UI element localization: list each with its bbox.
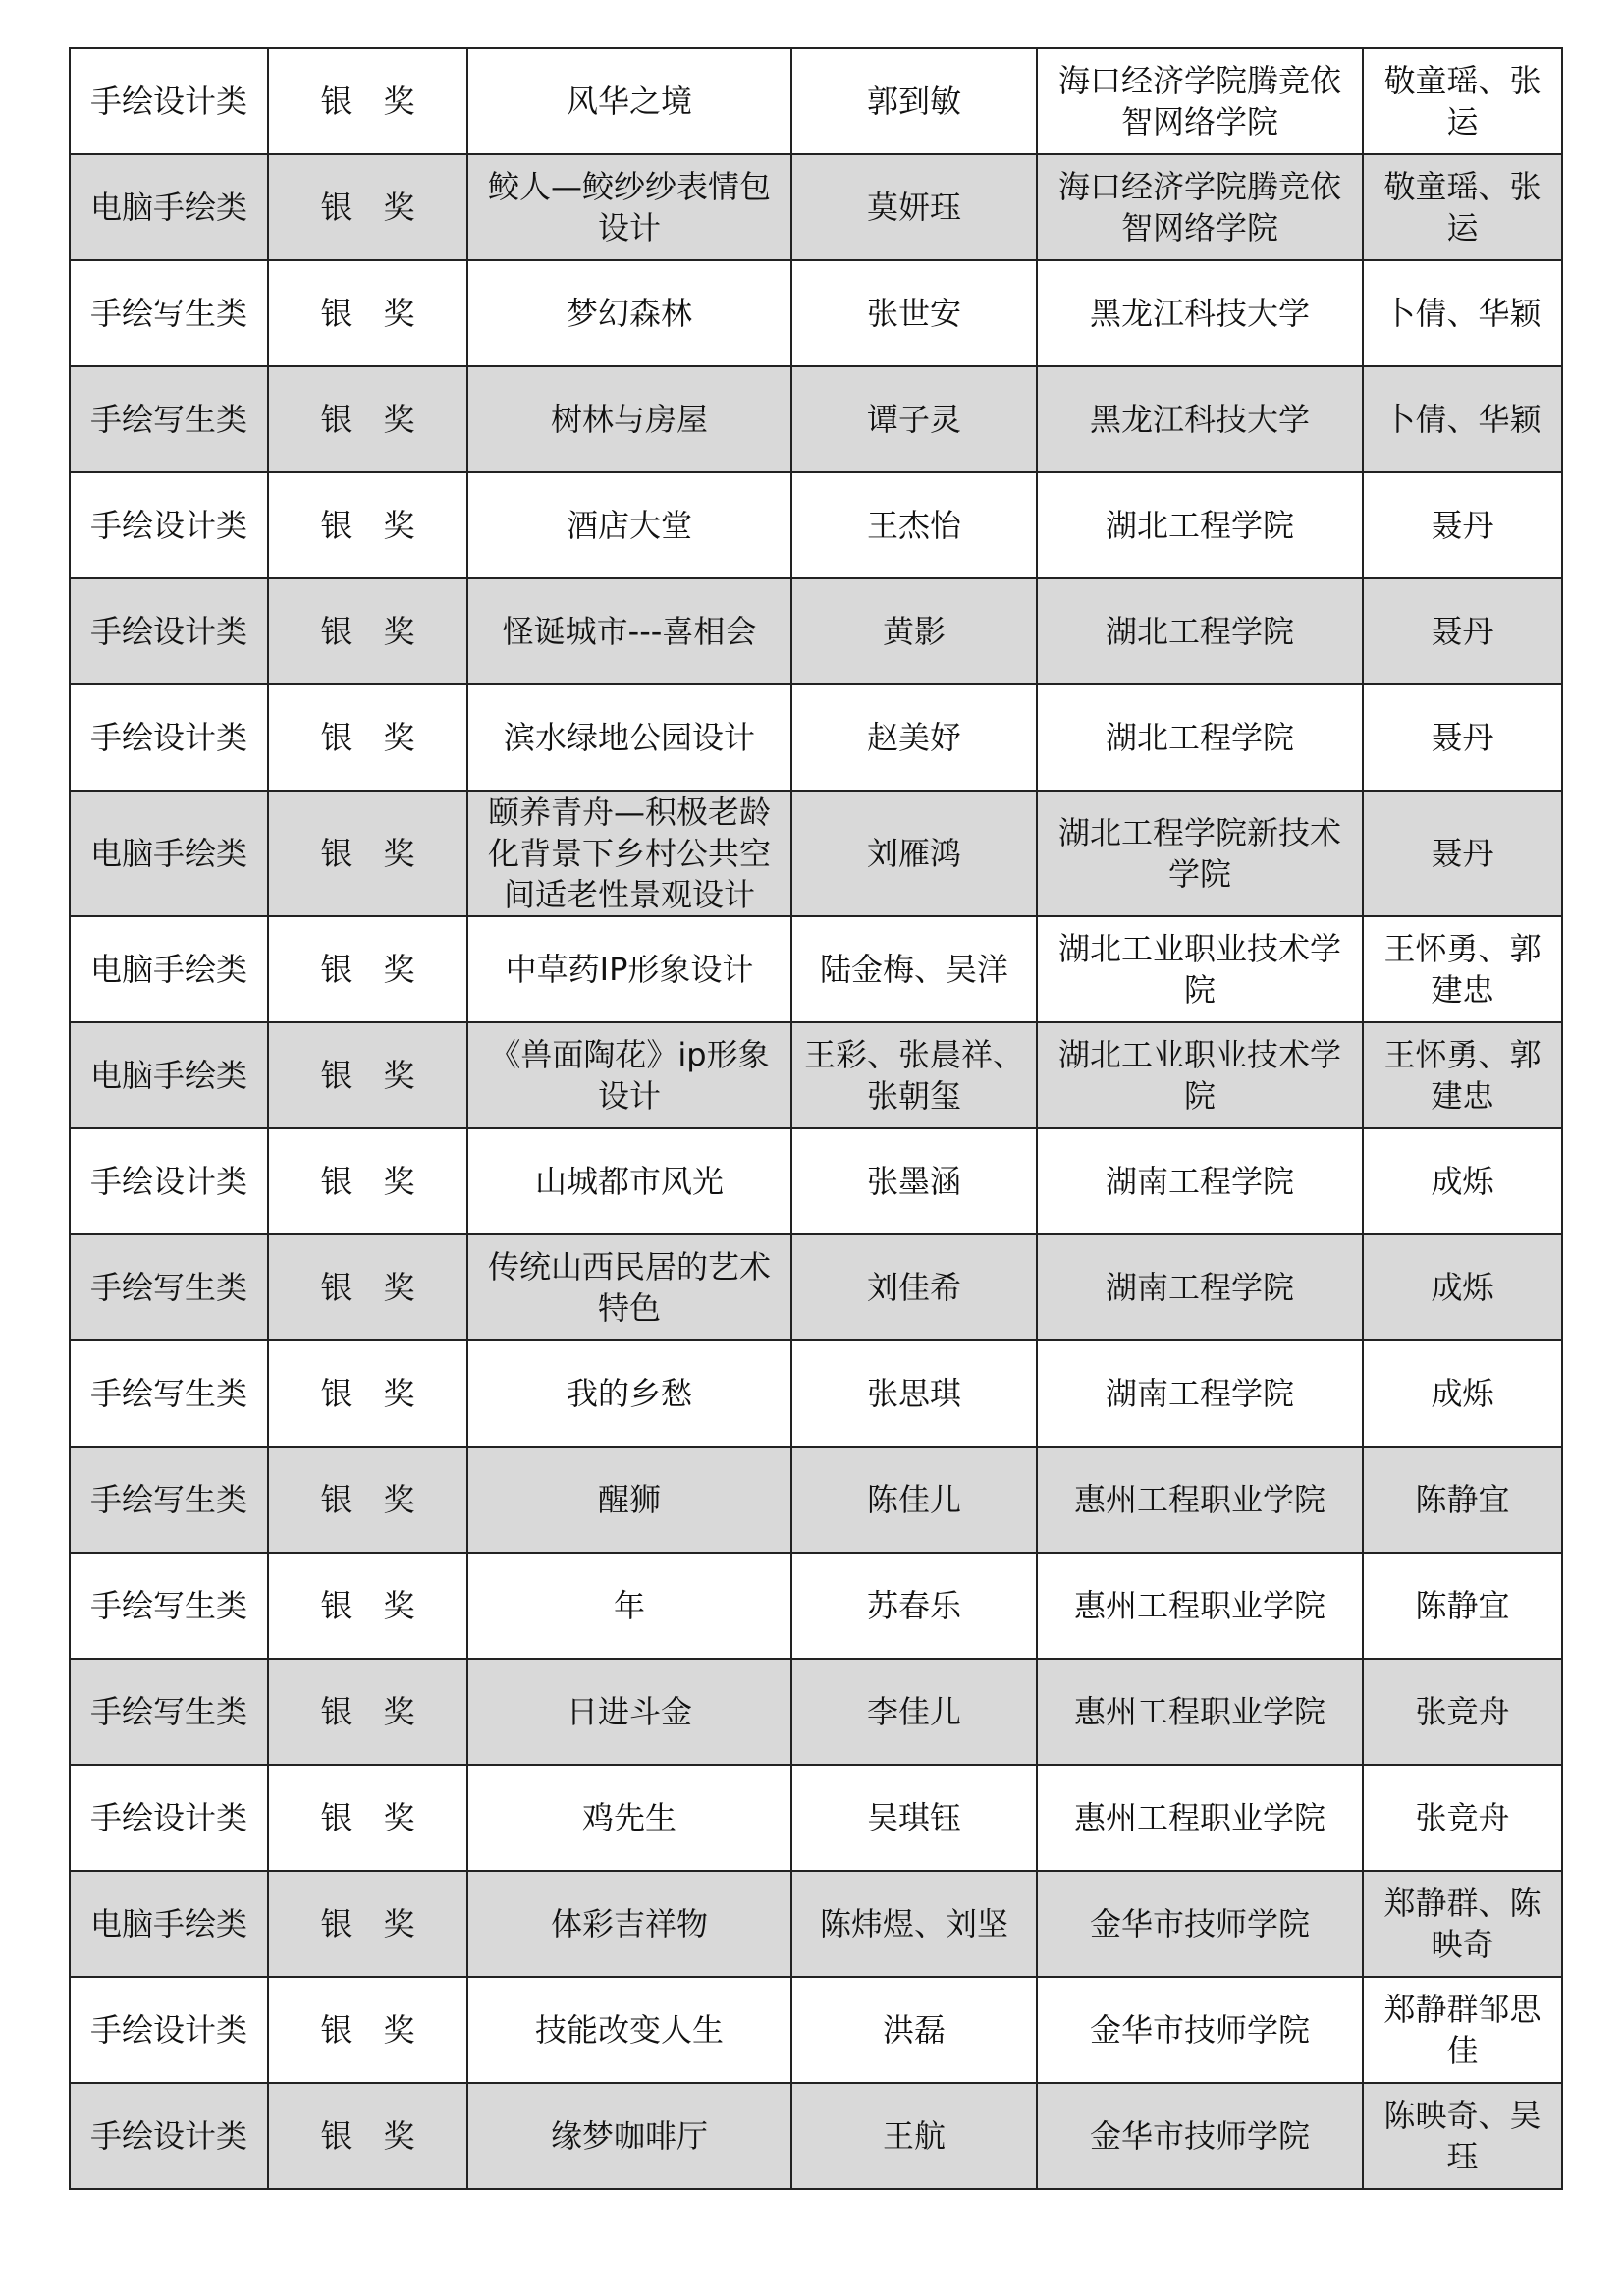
title-cell <box>467 1447 791 1553</box>
authors-cell <box>791 916 1037 1022</box>
school-text: 湖北工业职业技术学院 <box>1057 1036 1341 1115</box>
school-cell <box>1037 1447 1363 1553</box>
category-text: 电脑手绘类 <box>89 951 247 988</box>
category-cell <box>70 1128 268 1234</box>
title-cell <box>467 578 791 684</box>
authors-text: 刘雁鸿 <box>866 835 961 872</box>
category-text: 手绘写生类 <box>89 1375 247 1412</box>
category-text: 手绘写生类 <box>89 1693 247 1730</box>
advisors-cell <box>1363 154 1562 260</box>
table-row <box>70 1340 1562 1447</box>
table-row <box>70 1447 1562 1553</box>
award-text: 银 奖 <box>320 1057 415 1094</box>
award-cell <box>268 2083 467 2189</box>
authors-cell <box>791 684 1037 791</box>
award-cell <box>268 916 467 1022</box>
advisors-cell <box>1363 366 1562 472</box>
category-cell <box>70 578 268 684</box>
school-text: 湖北工程学院 <box>1105 507 1294 544</box>
authors-text: 李佳儿 <box>866 1693 961 1730</box>
award-text: 银 奖 <box>320 2011 415 2049</box>
category-cell <box>70 48 268 154</box>
school-text: 黑龙江科技大学 <box>1089 295 1310 332</box>
school-text: 惠州工程职业学院 <box>1073 1587 1325 1624</box>
title-text: 颐养青舟—积极老龄化背景下乡村公共空间适老性景观设计 <box>487 793 771 913</box>
school-cell <box>1037 48 1363 154</box>
table-row <box>70 154 1562 260</box>
authors-cell <box>791 1128 1037 1234</box>
school-cell <box>1037 1977 1363 2083</box>
authors-cell <box>791 1022 1037 1128</box>
school-cell <box>1037 2083 1363 2189</box>
award-text: 银 奖 <box>320 189 415 226</box>
table-row <box>70 791 1562 916</box>
school-cell <box>1037 472 1363 578</box>
table-row <box>70 1234 1562 1340</box>
authors-cell <box>791 472 1037 578</box>
title-text: 中草药IP形象设计 <box>505 951 754 988</box>
category-cell <box>70 1447 268 1553</box>
title-cell <box>467 1871 791 1977</box>
school-text: 惠州工程职业学院 <box>1073 1693 1325 1730</box>
school-cell <box>1037 154 1363 260</box>
authors-cell <box>791 1234 1037 1340</box>
title-text: 体彩吉祥物 <box>550 1905 708 1942</box>
table-row <box>70 366 1562 472</box>
authors-text: 洪磊 <box>882 2011 946 2049</box>
advisors-cell <box>1363 1977 1562 2083</box>
category-cell <box>70 916 268 1022</box>
advisors-text: 陈静宜 <box>1415 1587 1510 1624</box>
school-text: 湖北工程学院 <box>1105 719 1294 756</box>
category-text: 电脑手绘类 <box>89 189 247 226</box>
authors-text: 王航 <box>882 2117 946 2155</box>
authors-text: 王杰怡 <box>866 507 961 544</box>
title-text: 滨水绿地公园设计 <box>503 719 755 756</box>
advisors-text: 卜倩、华颖 <box>1383 295 1542 332</box>
advisors-text: 成烁 <box>1431 1375 1494 1412</box>
advisors-text: 卜倩、华颖 <box>1383 401 1542 438</box>
advisors-cell <box>1363 1128 1562 1234</box>
award-cell <box>268 1234 467 1340</box>
award-table <box>69 47 1563 2190</box>
title-text: 缘梦咖啡厅 <box>550 2117 708 2155</box>
table-row <box>70 1977 1562 2083</box>
category-cell <box>70 1022 268 1128</box>
award-cell <box>268 154 467 260</box>
advisors-text: 张竞舟 <box>1415 1799 1510 1836</box>
category-text: 手绘设计类 <box>89 1163 247 1200</box>
authors-text: 刘佳希 <box>866 1269 961 1306</box>
authors-text: 吴琪钰 <box>866 1799 961 1836</box>
authors-text: 张思琪 <box>866 1375 961 1412</box>
title-text: 酒店大堂 <box>566 507 692 544</box>
award-text: 银 奖 <box>320 507 415 544</box>
award-cell <box>268 48 467 154</box>
title-cell <box>467 1765 791 1871</box>
advisors-cell <box>1363 1022 1562 1128</box>
advisors-text: 聂丹 <box>1431 835 1494 872</box>
category-cell <box>70 684 268 791</box>
advisors-text: 成烁 <box>1431 1163 1494 1200</box>
advisors-cell <box>1363 472 1562 578</box>
authors-text: 张墨涵 <box>866 1163 961 1200</box>
authors-text: 赵美妤 <box>866 719 961 756</box>
award-text: 银 奖 <box>320 2117 415 2155</box>
authors-cell <box>791 1765 1037 1871</box>
advisors-cell <box>1363 48 1562 154</box>
category-text: 手绘设计类 <box>89 2011 247 2049</box>
award-text: 银 奖 <box>320 1799 415 1836</box>
table-row <box>70 2083 1562 2189</box>
award-cell <box>268 1128 467 1234</box>
title-text: 传统山西民居的艺术特色 <box>487 1248 771 1327</box>
advisors-text: 敬童瑶、张运 <box>1383 168 1542 246</box>
school-cell <box>1037 1871 1363 1977</box>
authors-cell <box>791 1340 1037 1447</box>
advisors-text: 聂丹 <box>1431 613 1494 650</box>
table-row <box>70 260 1562 366</box>
school-text: 金华市技师学院 <box>1089 1905 1310 1942</box>
title-text: 《兽面陶花》ip形象设计 <box>489 1036 770 1115</box>
title-text: 醒狮 <box>597 1481 661 1518</box>
authors-cell <box>791 1553 1037 1659</box>
title-cell <box>467 1340 791 1447</box>
advisors-text: 敬童瑶、张运 <box>1383 62 1542 140</box>
school-text: 金华市技师学院 <box>1089 2011 1310 2049</box>
advisors-cell <box>1363 1659 1562 1765</box>
authors-cell <box>791 791 1037 916</box>
table-row <box>70 684 1562 791</box>
advisors-cell <box>1363 1340 1562 1447</box>
title-cell <box>467 1022 791 1128</box>
title-text: 怪诞城市---喜相会 <box>502 613 757 650</box>
authors-cell <box>791 1871 1037 1977</box>
award-text: 银 奖 <box>320 1269 415 1306</box>
award-cell <box>268 1022 467 1128</box>
category-text: 手绘设计类 <box>89 82 247 120</box>
table-row <box>70 472 1562 578</box>
table-row <box>70 1553 1562 1659</box>
school-cell <box>1037 1765 1363 1871</box>
category-cell <box>70 1871 268 1977</box>
school-cell <box>1037 916 1363 1022</box>
award-text: 银 奖 <box>320 613 415 650</box>
title-cell <box>467 1553 791 1659</box>
table-row <box>70 1659 1562 1765</box>
category-text: 手绘写生类 <box>89 1587 247 1624</box>
authors-text: 黄影 <box>882 613 946 650</box>
authors-text: 谭子灵 <box>866 401 961 438</box>
advisors-cell <box>1363 684 1562 791</box>
table-row <box>70 578 1562 684</box>
title-text: 技能改变人生 <box>534 2011 724 2049</box>
table-row <box>70 48 1562 154</box>
school-cell <box>1037 1659 1363 1765</box>
category-text: 电脑手绘类 <box>89 835 247 872</box>
authors-text: 张世安 <box>866 295 961 332</box>
title-cell <box>467 2083 791 2189</box>
category-text: 手绘设计类 <box>89 507 247 544</box>
school-cell <box>1037 260 1363 366</box>
category-text: 电脑手绘类 <box>89 1057 247 1094</box>
award-text: 银 奖 <box>320 1693 415 1730</box>
award-cell <box>268 684 467 791</box>
category-cell <box>70 1234 268 1340</box>
category-cell <box>70 366 268 472</box>
school-text: 湖北工业职业技术学院 <box>1057 930 1341 1009</box>
title-text: 风华之境 <box>566 82 692 120</box>
award-text: 银 奖 <box>320 295 415 332</box>
title-cell <box>467 1234 791 1340</box>
school-cell <box>1037 1340 1363 1447</box>
table-row <box>70 1128 1562 1234</box>
school-text: 湖南工程学院 <box>1105 1375 1294 1412</box>
category-text: 手绘设计类 <box>89 719 247 756</box>
category-text: 手绘设计类 <box>89 2117 247 2155</box>
school-text: 金华市技师学院 <box>1089 2117 1310 2155</box>
advisors-text: 陈静宜 <box>1415 1481 1510 1518</box>
advisors-cell <box>1363 1871 1562 1977</box>
title-text: 梦幻森林 <box>566 295 692 332</box>
title-text: 年 <box>613 1587 645 1624</box>
authors-cell <box>791 1659 1037 1765</box>
advisors-cell <box>1363 1447 1562 1553</box>
advisors-text: 聂丹 <box>1431 507 1494 544</box>
title-cell <box>467 684 791 791</box>
category-cell <box>70 472 268 578</box>
advisors-cell <box>1363 1234 1562 1340</box>
advisors-cell <box>1363 791 1562 916</box>
title-text: 树林与房屋 <box>550 401 708 438</box>
category-cell <box>70 1340 268 1447</box>
authors-text: 莫妍珏 <box>866 189 961 226</box>
school-text: 湖南工程学院 <box>1105 1269 1294 1306</box>
school-cell <box>1037 1128 1363 1234</box>
advisors-text: 聂丹 <box>1431 719 1494 756</box>
authors-cell <box>791 2083 1037 2189</box>
authors-cell <box>791 366 1037 472</box>
title-cell <box>467 791 791 916</box>
advisors-text: 郑静群邹思佳 <box>1383 1991 1542 2069</box>
school-cell <box>1037 684 1363 791</box>
category-cell <box>70 1553 268 1659</box>
award-text: 银 奖 <box>320 401 415 438</box>
advisors-cell <box>1363 2083 1562 2189</box>
award-cell <box>268 1977 467 2083</box>
category-cell <box>70 154 268 260</box>
award-cell <box>268 1659 467 1765</box>
school-cell <box>1037 1022 1363 1128</box>
award-cell <box>268 791 467 916</box>
school-cell <box>1037 366 1363 472</box>
award-cell <box>268 472 467 578</box>
authors-text: 郭到敏 <box>866 82 961 120</box>
award-text: 银 奖 <box>320 1587 415 1624</box>
title-cell <box>467 916 791 1022</box>
title-cell <box>467 260 791 366</box>
award-text: 银 奖 <box>320 82 415 120</box>
title-cell <box>467 1659 791 1765</box>
title-text: 日进斗金 <box>566 1693 692 1730</box>
title-cell <box>467 154 791 260</box>
school-cell <box>1037 791 1363 916</box>
title-text: 鲛人—鲛纱纱表情包设计 <box>487 168 771 246</box>
title-cell <box>467 366 791 472</box>
school-text: 海口经济学院腾竞依智网络学院 <box>1057 168 1341 246</box>
school-cell <box>1037 1234 1363 1340</box>
school-cell <box>1037 578 1363 684</box>
title-text: 我的乡愁 <box>566 1375 692 1412</box>
title-text: 鸡先生 <box>581 1799 676 1836</box>
advisors-text: 陈映奇、吴珏 <box>1383 2097 1542 2175</box>
authors-cell <box>791 48 1037 154</box>
category-text: 手绘写生类 <box>89 1481 247 1518</box>
authors-text: 陈佳儿 <box>866 1481 961 1518</box>
school-cell <box>1037 1553 1363 1659</box>
authors-cell <box>791 1447 1037 1553</box>
category-text: 手绘设计类 <box>89 613 247 650</box>
award-text: 银 奖 <box>320 1905 415 1942</box>
title-text: 山城都市风光 <box>534 1163 724 1200</box>
advisors-text: 郑静群、陈映奇 <box>1383 1885 1542 1963</box>
authors-cell <box>791 578 1037 684</box>
category-cell <box>70 1659 268 1765</box>
authors-text: 陆金梅、吴洋 <box>819 951 1008 988</box>
school-text: 湖南工程学院 <box>1105 1163 1294 1200</box>
advisors-text: 王怀勇、郭建忠 <box>1383 930 1542 1009</box>
category-cell <box>70 1765 268 1871</box>
school-text: 惠州工程职业学院 <box>1073 1481 1325 1518</box>
title-cell <box>467 472 791 578</box>
advisors-cell <box>1363 1765 1562 1871</box>
school-text: 黑龙江科技大学 <box>1089 401 1310 438</box>
school-text: 湖北工程学院 <box>1105 613 1294 650</box>
category-text: 电脑手绘类 <box>89 1905 247 1942</box>
school-text: 海口经济学院腾竞依智网络学院 <box>1057 62 1341 140</box>
award-text: 银 奖 <box>320 1481 415 1518</box>
category-text: 手绘设计类 <box>89 1799 247 1836</box>
category-text: 手绘写生类 <box>89 401 247 438</box>
award-table-body <box>70 48 1562 2189</box>
advisors-cell <box>1363 916 1562 1022</box>
table-row <box>70 1022 1562 1128</box>
authors-text: 王彩、张晨祥、张朝玺 <box>803 1036 1024 1115</box>
award-cell <box>268 578 467 684</box>
award-cell <box>268 1340 467 1447</box>
school-text: 惠州工程职业学院 <box>1073 1799 1325 1836</box>
title-cell <box>467 1128 791 1234</box>
award-text: 银 奖 <box>320 719 415 756</box>
table-row <box>70 1871 1562 1977</box>
title-cell <box>467 1977 791 2083</box>
award-cell <box>268 1871 467 1977</box>
authors-cell <box>791 154 1037 260</box>
authors-cell <box>791 260 1037 366</box>
advisors-text: 王怀勇、郭建忠 <box>1383 1036 1542 1115</box>
advisors-text: 成烁 <box>1431 1269 1494 1306</box>
category-cell <box>70 2083 268 2189</box>
table-row <box>70 916 1562 1022</box>
award-cell <box>268 260 467 366</box>
award-cell <box>268 1553 467 1659</box>
authors-text: 陈炜煜、刘坚 <box>819 1905 1008 1942</box>
award-text: 银 奖 <box>320 951 415 988</box>
award-cell <box>268 1447 467 1553</box>
award-text: 银 奖 <box>320 835 415 872</box>
award-cell <box>268 1765 467 1871</box>
authors-text: 苏春乐 <box>866 1587 961 1624</box>
school-text: 湖北工程学院新技术学院 <box>1057 814 1341 893</box>
advisors-cell <box>1363 578 1562 684</box>
award-cell <box>268 366 467 472</box>
title-cell <box>467 48 791 154</box>
advisors-cell <box>1363 1553 1562 1659</box>
table-row <box>70 1765 1562 1871</box>
advisors-text: 张竞舟 <box>1415 1693 1510 1730</box>
category-cell <box>70 260 268 366</box>
category-cell <box>70 1977 268 2083</box>
authors-cell <box>791 1977 1037 2083</box>
category-text: 手绘写生类 <box>89 1269 247 1306</box>
award-text: 银 奖 <box>320 1163 415 1200</box>
award-text: 银 奖 <box>320 1375 415 1412</box>
category-text: 手绘写生类 <box>89 295 247 332</box>
advisors-cell <box>1363 260 1562 366</box>
category-cell <box>70 791 268 916</box>
